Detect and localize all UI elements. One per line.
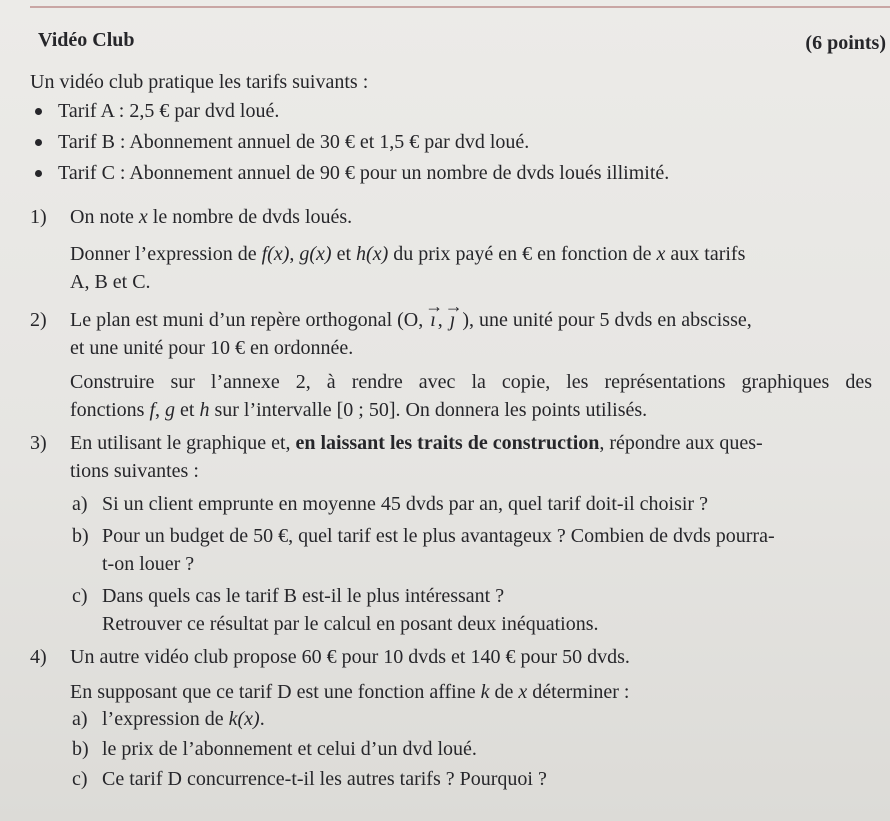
q3c-continuation: Retrouver ce résultat par le calcul en posant deux inéquations. — [102, 613, 599, 635]
vector-i: → ı — [428, 308, 438, 332]
q3-number: 3) — [30, 432, 47, 454]
q2-line4: fonctions f, g et h sur l’intervalle [0 ; 50]. On donnera les points utilisés. — [70, 399, 648, 421]
tarif-c: Tarif C : Abonnement annuel de 90 € pour un nombre de dvds loués illimité. — [58, 162, 670, 184]
q1-line3: A, B et C. — [70, 271, 151, 293]
exercise-points: (6 points) — [805, 32, 886, 54]
q4b-text: le prix de l’abonnement et celui d’un dvd loué. — [102, 738, 477, 760]
q4a-text: l’expression de k(x). — [102, 708, 265, 730]
tarif-a: Tarif A : 2,5 € par dvd loué. — [58, 100, 280, 122]
q2-line2: et une unité pour 10 € en ordonnée. — [70, 337, 354, 359]
q3a-text: Si un client emprunte en moyenne 45 dvds par an, quel tarif doit-il choisir ? — [102, 493, 708, 515]
q4a-label: a) — [72, 708, 88, 730]
q3-line2: tions suivantes : — [70, 460, 199, 482]
q1-line2: Donner l’expression de f(x), g(x) et h(x) du prix payé en € en fonction de x aux tarifs — [70, 243, 746, 265]
q3-line1: En utilisant le graphique et, en laissant les traits de construction, répondre aux ques- — [70, 432, 763, 454]
q3a-label: a) — [72, 493, 88, 515]
q3b-text: Pour un budget de 50 €, quel tarif est le plus avantageux ? Combien de dvds pourra- — [102, 525, 775, 547]
q4b-label: b) — [72, 738, 89, 760]
q4-line2: En supposant que ce tarif D est une fonction affine k de x déterminer : — [70, 681, 630, 703]
q1-line1: On note x le nombre de dvds loués. — [70, 206, 353, 228]
q3b-label: b) — [72, 525, 89, 547]
intro-text: Un vidéo club pratique les tarifs suivants : — [30, 71, 369, 93]
q2-number: 2) — [30, 309, 47, 331]
exercise-title: Vidéo Club — [38, 29, 135, 51]
q3c-text: Dans quels cas le tarif B est-il le plus intéressant ? — [102, 585, 505, 607]
q3b-continuation: t-on louer ? — [102, 553, 195, 575]
top-rule — [30, 6, 890, 8]
q4c-label: c) — [72, 768, 88, 790]
q2-line3: Construire sur l’annexe 2, à rendre avec la copie, les représentations graphiques des — [70, 371, 872, 393]
q4c-text: Ce tarif D concurrence-t-il les autres tarifs ? Pourquoi ? — [102, 768, 547, 790]
q1-number: 1) — [30, 206, 47, 228]
q4-line1: Un autre vidéo club propose 60 € pour 10 dvds et 140 € pour 50 dvds. — [70, 646, 630, 668]
q2-line1: Le plan est muni d’un repère orthogonal (O, → ı , → ȷ ), une unité pour 5 dvds en abscisse, — [70, 308, 752, 332]
tarif-b: Tarif B : Abonnement annuel de 30 € et 1,5 € par dvd loué. — [58, 131, 530, 153]
q4-number: 4) — [30, 646, 47, 668]
q3c-label: c) — [72, 585, 88, 607]
vector-j: → ȷ — [448, 308, 458, 332]
